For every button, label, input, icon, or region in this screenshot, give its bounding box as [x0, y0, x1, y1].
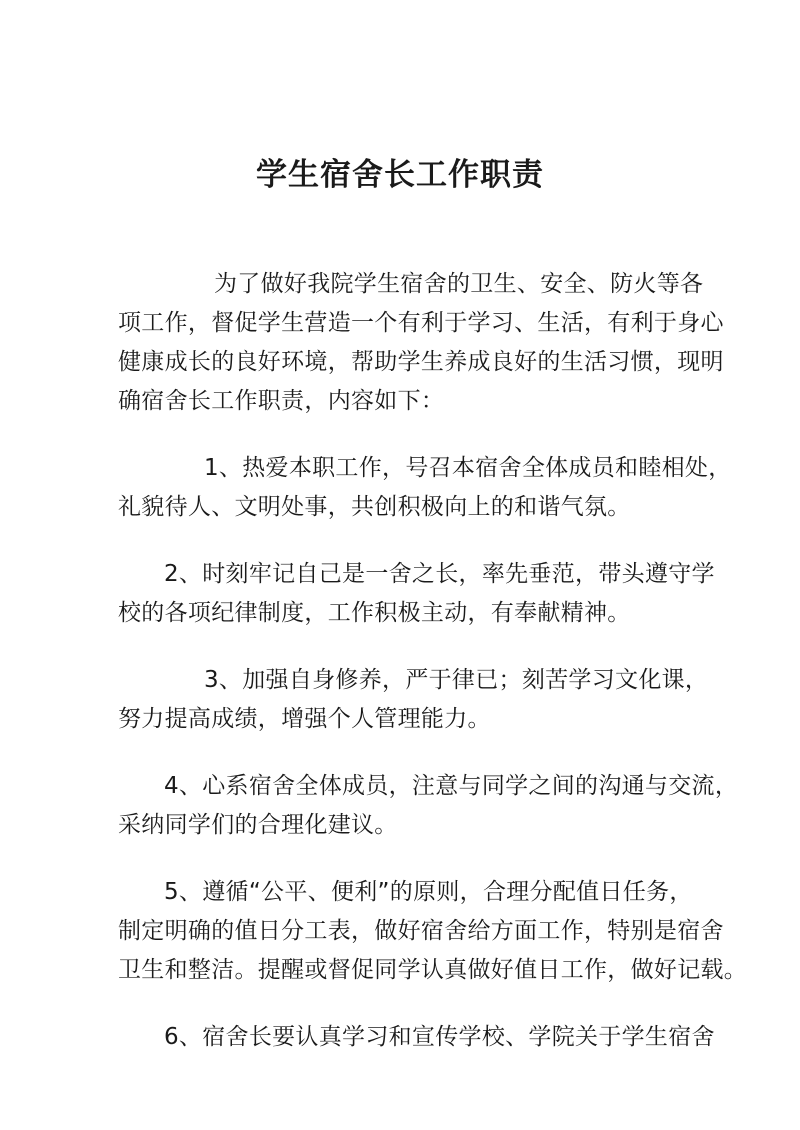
text-line: 4、心系宿舍全体成员，注意与同学之间的沟通与交流， [164, 773, 739, 799]
text-line: 制定明确的值日分工表，做好宿舍给方面工作，特别是宿舍 [118, 918, 724, 944]
duty-item-6 [118, 1018, 715, 1057]
duty-item-5 [118, 873, 748, 990]
text-line: 项工作，督促学生营造一个有利于学习、生活，有利于身心 [118, 310, 724, 336]
text-line: 校的各项纪律制度，工作积极主动，有奉献精神。 [118, 600, 631, 626]
text-line: 卫生和整洁。提醒或督促同学认真做好值日工作，做好记载。 [118, 957, 748, 983]
duty-item-1 [118, 449, 732, 527]
duty-item-2 [118, 555, 715, 633]
intro-paragraph [118, 265, 724, 421]
document-title: 学生宿舍长工作职责 [256, 157, 544, 193]
text-line: 采纳同学们的合理化建议。 [118, 812, 398, 838]
text-line: 1、热爱本职工作，号召本宿舍全体成员和睦相处， [204, 455, 732, 481]
duty-item-4 [118, 767, 739, 845]
text-line: 5、遵循“公平、便利”的原则，合理分配值日任务， [164, 879, 693, 905]
text-line: 6、宿舍长要认真学习和宣传学校、学院关于学生宿舍 [164, 1024, 715, 1050]
text-line: 确宿舍长工作职责，内容如下： [118, 388, 445, 414]
text-line: 3、加强自身修养，严于律已；刻苦学习文化课， [204, 667, 709, 693]
text-line: 礼貌待人、文明处事，共创积极向上的和谐气氛。 [118, 494, 631, 520]
text-line: 为了做好我院学生宿舍的卫生、安全、防火等各 [214, 271, 704, 297]
text-line: 健康成长的良好环境，帮助学生养成良好的生活习惯，现明 [118, 349, 724, 375]
text-line: 2、时刻牢记自己是一舍之长，率先垂范，带头遵守学 [164, 561, 715, 587]
text-line: 努力提高成绩，增强个人管理能力。 [118, 706, 491, 732]
document-body [118, 265, 748, 1085]
duty-item-3 [118, 661, 709, 739]
